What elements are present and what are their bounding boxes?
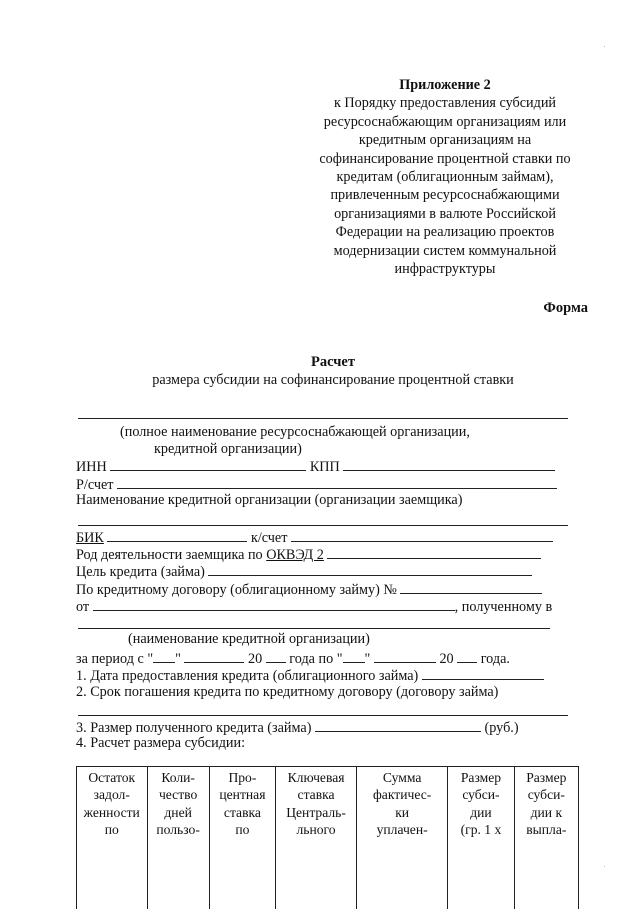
org-name-line[interactable] bbox=[78, 418, 568, 419]
header-line: Сумма bbox=[358, 769, 446, 786]
header-line: по bbox=[78, 821, 146, 838]
credit-purpose-row bbox=[76, 562, 532, 581]
header-line: ставка bbox=[211, 804, 274, 821]
scan-speck bbox=[604, 866, 605, 867]
agreement-label: По кредитному договору (облигационному займу) № bbox=[76, 582, 397, 598]
header-line: уплачен- bbox=[358, 821, 446, 838]
inn-field[interactable] bbox=[110, 457, 306, 471]
appendix-line: софинансирование процентной ставки по bbox=[300, 150, 590, 168]
period-end-month-field[interactable] bbox=[374, 649, 436, 663]
corr-account-field[interactable] bbox=[291, 528, 553, 542]
header-line: Остаток bbox=[78, 769, 146, 786]
credit-org-hint: (наименование кредитной организации) bbox=[128, 631, 370, 648]
table-header-cell bbox=[357, 767, 448, 909]
period-start-month-field[interactable] bbox=[184, 649, 244, 663]
header-line: Централь- bbox=[277, 804, 355, 821]
item-1-label: 1. Дата предоставления кредита (облигационного займа) bbox=[76, 668, 418, 684]
period-text: года. bbox=[481, 651, 510, 667]
credit-org-name-line[interactable] bbox=[78, 525, 568, 526]
item-1-row bbox=[76, 666, 544, 685]
header-line: женности bbox=[78, 804, 146, 821]
header-line: субси- bbox=[449, 786, 512, 803]
table-header-cell bbox=[209, 767, 275, 909]
item-1-field[interactable] bbox=[422, 666, 544, 680]
account-field[interactable] bbox=[117, 475, 557, 489]
org-name-hint: (полное наименование ресурсоснабжающей организации, bbox=[120, 424, 470, 441]
item-4-label: 4. Расчет размера субсидии: bbox=[76, 735, 245, 752]
agreement-number-field[interactable] bbox=[400, 580, 542, 594]
appendix-line: к Порядку предоставления субсидий bbox=[300, 94, 590, 112]
header-line: Размер bbox=[449, 769, 512, 786]
header-line: ки bbox=[358, 804, 446, 821]
table-header-cell bbox=[276, 767, 357, 909]
corr-account-label: к/счет bbox=[251, 530, 287, 546]
item-3-label: 3. Размер полученного кредита (займа) bbox=[76, 720, 311, 736]
header-line: выпла- bbox=[516, 821, 577, 838]
form-label: Форма bbox=[543, 300, 588, 317]
credit-purpose-label: Цель кредита (займа) bbox=[76, 564, 205, 580]
appendix-line: ресурсоснабжающим организациям или bbox=[300, 113, 590, 131]
header-line: по bbox=[211, 821, 274, 838]
header-line: чество bbox=[149, 786, 208, 803]
period-end-year-field[interactable] bbox=[457, 649, 477, 663]
period-end-day-field[interactable] bbox=[343, 649, 365, 663]
header-line: Размер bbox=[516, 769, 577, 786]
scan-speck bbox=[604, 46, 605, 47]
credit-org-name-label: Наименование кредитной организации (организации заемщика) bbox=[76, 492, 462, 509]
period-start-year-field[interactable] bbox=[266, 649, 286, 663]
appendix-line: Федерации на реализацию проектов bbox=[300, 223, 590, 241]
period-text: 20 bbox=[248, 651, 262, 667]
org-name-hint: кредитной организации) bbox=[154, 441, 302, 458]
appendix-block bbox=[300, 76, 590, 278]
period-text: за период с " bbox=[76, 651, 153, 667]
appendix-title: Приложение 2 bbox=[300, 76, 590, 94]
table-header-row bbox=[77, 767, 579, 909]
header-line: пользо- bbox=[149, 821, 208, 838]
credit-purpose-field[interactable] bbox=[208, 562, 532, 576]
item-3-field[interactable] bbox=[315, 718, 481, 732]
header-line: дии bbox=[449, 804, 512, 821]
agreement-date-row bbox=[76, 597, 552, 616]
bik-label: БИК bbox=[76, 530, 104, 546]
received-label: , полученному в bbox=[455, 599, 553, 615]
account-label: Р/счет bbox=[76, 477, 113, 493]
header-line: задол- bbox=[78, 786, 146, 803]
inn-row bbox=[76, 457, 555, 476]
kpp-field[interactable] bbox=[343, 457, 555, 471]
header-line: льного bbox=[277, 821, 355, 838]
appendix-line: организациями в валюте Российской bbox=[300, 205, 590, 223]
period-text: " bbox=[365, 651, 371, 667]
header-line: Про- bbox=[211, 769, 274, 786]
table-header-cell bbox=[514, 767, 578, 909]
activity-label: Род деятельности заемщика по bbox=[76, 547, 263, 563]
activity-field[interactable] bbox=[327, 545, 541, 559]
header-line: центная bbox=[211, 786, 274, 803]
from-label: от bbox=[76, 599, 89, 615]
appendix-line: привлеченным ресурсоснабжающими bbox=[300, 186, 590, 204]
document-title: Расчет bbox=[0, 354, 640, 371]
table-header-cell bbox=[77, 767, 148, 909]
credit-org-line[interactable] bbox=[78, 628, 550, 629]
inn-label: ИНН bbox=[76, 459, 107, 475]
appendix-line: модернизации систем коммунальной bbox=[300, 242, 590, 260]
header-line: ставка bbox=[277, 786, 355, 803]
appendix-line: кредитам (облигационным займам), bbox=[300, 168, 590, 186]
appendix-line: кредитным организациям на bbox=[300, 131, 590, 149]
header-line: (гр. 1 х bbox=[449, 821, 512, 838]
header-line: дии к bbox=[516, 804, 577, 821]
table-header-cell bbox=[147, 767, 209, 909]
appendix-line: инфраструктуры bbox=[300, 260, 590, 278]
bik-field[interactable] bbox=[107, 528, 247, 542]
item-2-line[interactable] bbox=[78, 715, 568, 716]
agreement-date-field[interactable] bbox=[93, 597, 455, 611]
period-text: 20 bbox=[439, 651, 453, 667]
kpp-label: КПП bbox=[310, 459, 340, 475]
header-line: Коли- bbox=[149, 769, 208, 786]
header-line: фактичес- bbox=[358, 786, 446, 803]
table-header-cell bbox=[448, 767, 514, 909]
header-line: дней bbox=[149, 804, 208, 821]
item-2-label: 2. Срок погашения кредита по кредитному договору (договору займа) bbox=[76, 684, 498, 701]
subsidy-calculation-table bbox=[76, 766, 579, 909]
header-line: субси- bbox=[516, 786, 577, 803]
document-subtitle: размера субсидии на софинансирование процентной ставки bbox=[0, 372, 640, 389]
period-text: " bbox=[175, 651, 181, 667]
period-start-day-field[interactable] bbox=[153, 649, 175, 663]
period-text: года по " bbox=[289, 651, 342, 667]
item-3-unit: (руб.) bbox=[485, 720, 519, 736]
header-line: Ключевая bbox=[277, 769, 355, 786]
okved-label: ОКВЭД 2 bbox=[266, 547, 324, 563]
